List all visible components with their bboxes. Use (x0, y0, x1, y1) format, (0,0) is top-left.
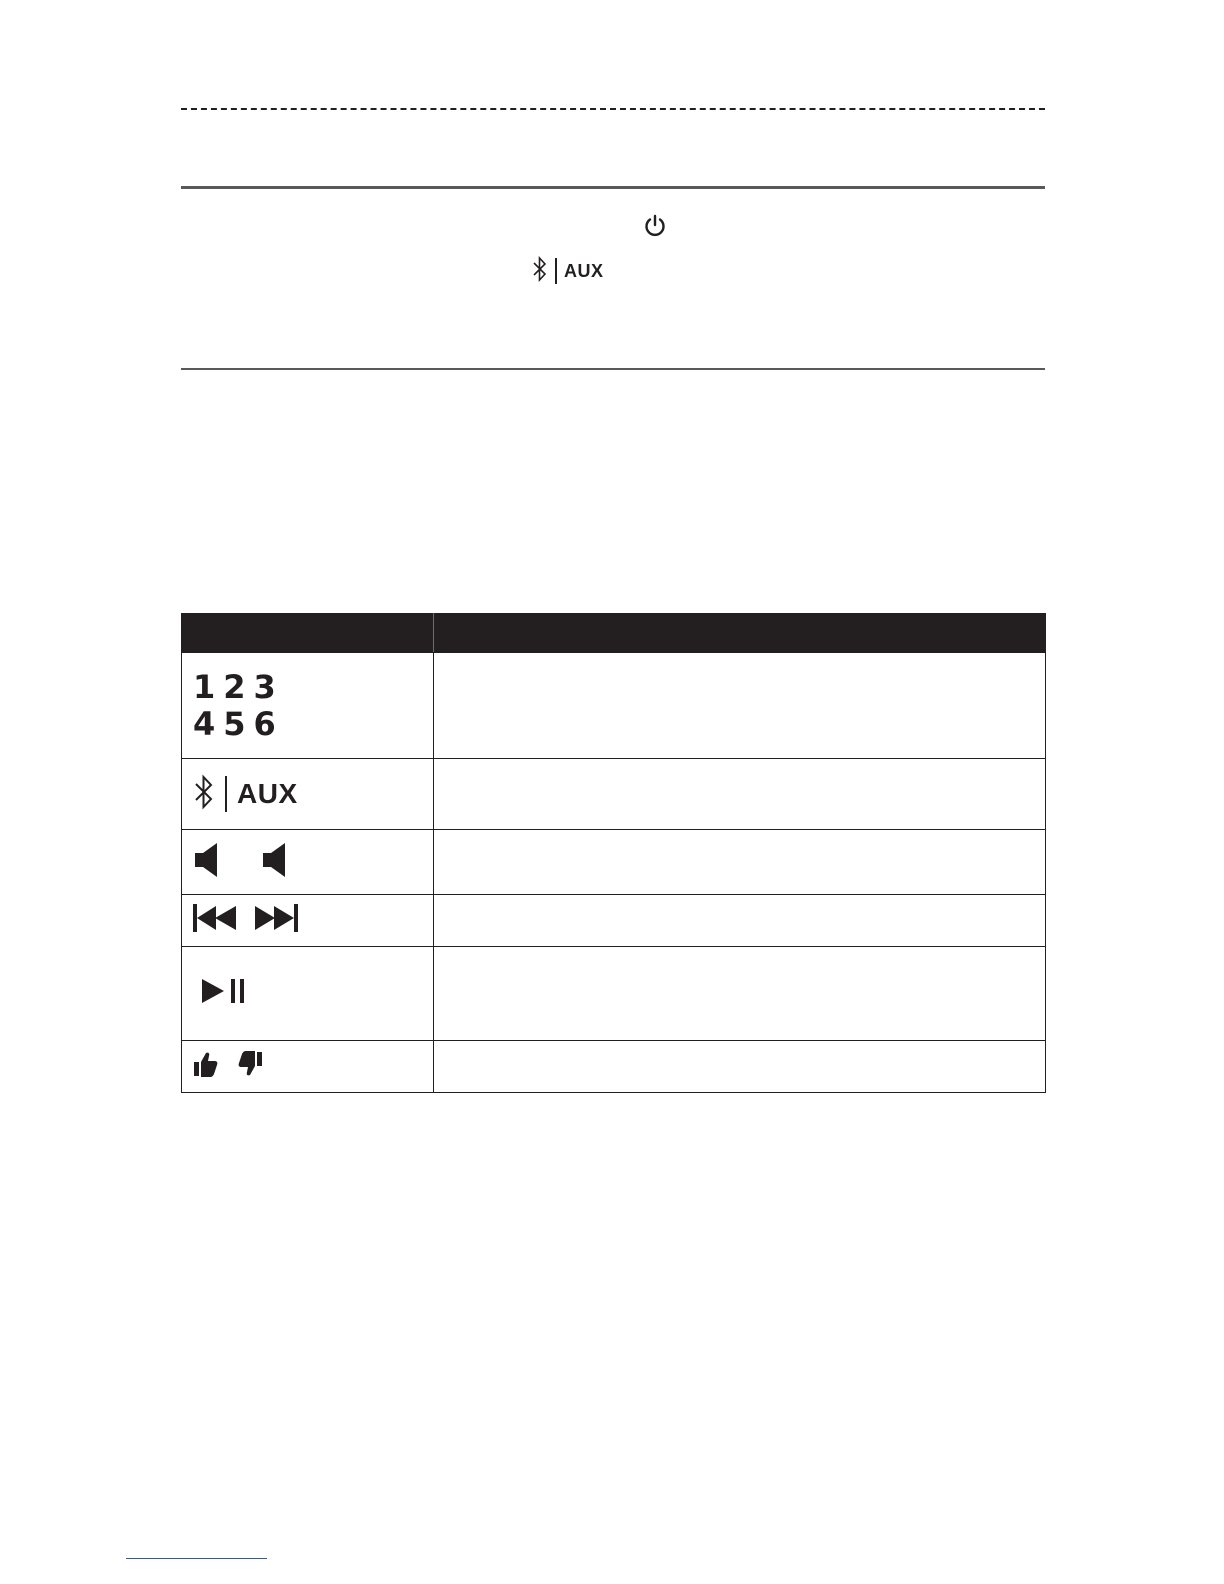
bluetooth-icon (193, 773, 215, 816)
aux-label: AUX (564, 260, 604, 281)
preset-numbers-cell (182, 653, 434, 759)
bluetooth-icon (532, 255, 548, 288)
bluetooth-aux-inline (532, 257, 604, 285)
play-pause-cell (182, 947, 434, 1041)
header-cell-description (434, 614, 1046, 653)
volume-up-icon (261, 842, 287, 883)
power-icon (643, 214, 667, 238)
skip-cell (182, 895, 434, 947)
bluetooth-aux-cell (182, 759, 434, 830)
volume-cell (182, 830, 434, 895)
aux-label: AUX (237, 778, 298, 809)
preset-row-top: 123 (193, 667, 284, 706)
table-row (182, 947, 1046, 1041)
table-row (182, 895, 1046, 947)
description-cell (434, 947, 1046, 1041)
header-cell-control (182, 614, 434, 653)
thumbs-down-icon (237, 1050, 263, 1083)
volume-down-icon (193, 842, 219, 883)
thumbs-cell (182, 1041, 434, 1093)
section-rule-top (181, 186, 1045, 189)
preset-row-bottom: 456 (193, 704, 284, 743)
separator-bar (225, 776, 227, 812)
footer-link-underline[interactable] (126, 1558, 267, 1559)
controls-table (181, 613, 1046, 1093)
skip-forward-icon (253, 903, 299, 938)
thumbs-up-icon (193, 1050, 219, 1083)
description-cell (434, 653, 1046, 759)
description-cell (434, 1041, 1046, 1093)
skip-back-icon (193, 903, 239, 938)
section-rule-bottom (181, 368, 1045, 370)
play-pause-icon (201, 977, 251, 1010)
table-header-row (182, 614, 1046, 653)
preset-numbers-icon (193, 669, 433, 743)
table-row (182, 653, 1046, 759)
dashed-divider (181, 108, 1045, 110)
table-row (182, 759, 1046, 830)
table-row (182, 830, 1046, 895)
separator-bar (555, 258, 557, 284)
description-cell (434, 895, 1046, 947)
description-cell (434, 830, 1046, 895)
table-row (182, 1041, 1046, 1093)
description-cell (434, 759, 1046, 830)
